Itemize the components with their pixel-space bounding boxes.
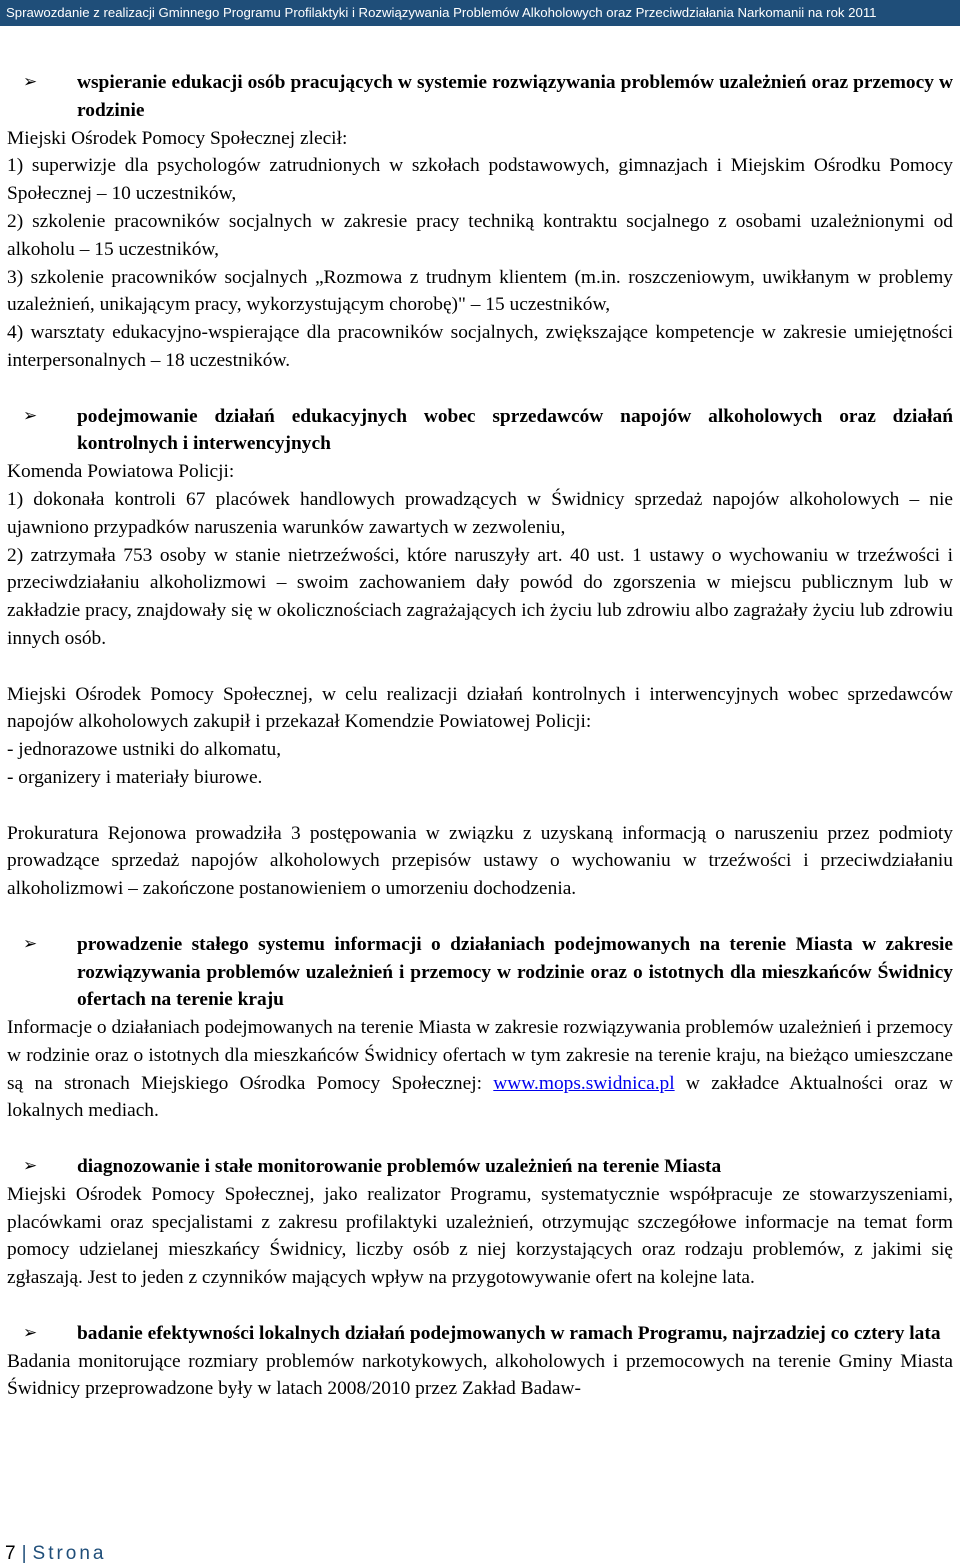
document-body (7, 69, 953, 1431)
body-line: 1) dokonała kontroli 67 placówek handlowych prowadzących w Świdnicy sprzedaż napojów alkoholowych – nie ujawniono przypadków naruszenia warunków zawartych w zezwoleniu, (7, 488, 953, 538)
body-line: 4) warsztaty edukacyjno-wspierające dla pracowników socjalnych, zwiększające kompetencje w zakresie umiejętności interpersonalnych – 18 uczestników. (7, 322, 953, 371)
page-footer (5, 1542, 107, 1566)
document-header (0, 0, 960, 26)
spacer (7, 653, 953, 681)
body-line: 2) zatrzymała 753 osoby w stanie nietrzeźwości, które naruszyły art. 40 ust. 1 ustawy o wychowaniu w trzeźwości i przeciwdziałaniu alkoholizmowi – swoim zachowaniem dały powód do zgorszenia w miejscu publicznym lub w zakładzie pracy, znajdowały się w okolicznościach zagrażających ich życiu lub zdrowiu albo zagrażały życiu lub zdrowiu innych osób. (7, 544, 953, 649)
body-line: Badania monitorujące rozmiary problemów narkotykowych, alkoholowych i przemocowych na terenie Gminy Miasta Świdnicy przeprowadzone były w latach 2008/2010 przez Zakład Badaw- (7, 1350, 953, 1400)
body-line: 1) superwizje dla psychologów zatrudnionych w szkołach podstawowych, gimnazjach i Miejskim Ośrodku Pomocy Społecznej – 10 uczestników, (7, 155, 953, 205)
section-heading: ➢ prowadzenie stałego systemu informacji o działaniach podejmowanych na terenie Miasta w zakresie rozwiązywania problemów uzależnień i przemocy w rodzinie oraz o istotnych dla mieszkańców Świdnicy ofertach na terenie kraju (7, 931, 953, 1014)
arrow-bullet-icon: ➢ (23, 1156, 38, 1177)
section-heading: ➢ wspieranie edukacji osób pracujących w systemie rozwiązywania problemów uzależnień oraz przemocy w rodzinie (7, 69, 953, 125)
arrow-bullet-icon: ➢ (23, 72, 38, 92)
body-line: Miejski Ośrodek Pomocy Społecznej, w celu realizacji działań kontrolnych i interwencyjnych wobec sprzedawców napojów alkoholowych zakupił i przekazał Komendzie Powiatowej Policji: (7, 683, 953, 733)
header-title: Sprawozdanie z realizacji Gminnego Programu Profilaktyki i Rozwiązywania Problemów Alkoholowych oraz Przeciwdziałania Narkomanii na rok 2011 (6, 5, 877, 20)
body-line: Prokuratura Rejonowa prowadziła 3 postępowania w związku z uzyskaną informacją o naruszeniu przez podmioty prowadzące sprzedaż napojów alkoholowych przepisów ustawy o wychowaniu w trzeźwości i przeciwdziałaniu alkoholizmowi – zakończone postanowieniem o umorzeniu dochodzenia. (7, 822, 953, 900)
page-number: 7 (5, 1543, 16, 1564)
body-line: Miejski Ośrodek Pomocy Społecznej, jako realizator Programu, systematycznie współpracuje ze stowarzyszeniami, placówkami oraz specjalistami z zakresu profilaktyki uzależnień, otrzymując szczegółowe informacje na temat form pomocy udzielanej mieszkańcy Świdnicy, liczby osób z niej korzystających oraz rodzaju problemów, z jakimi się zgłaszają. Jest to jeden z czynników mających wpływ na przygotowywanie ofert na kolejne lata. (7, 1183, 953, 1289)
page-label: Strona (32, 1543, 107, 1564)
footer-separator: | (21, 1543, 27, 1564)
section-efficiency-study (7, 1320, 953, 1403)
body-line: 2) szkolenie pracowników socjalnych w zakresie pracy techniką kontraktu socjalnego z osobami uzależnionymi od alkoholu – 15 uczestników, (7, 210, 953, 260)
body-line: Komenda Powiatowa Policji: (7, 461, 235, 483)
section-heading: ➢ badanie efektywności lokalnych działań podejmowanych w ramach Programu, najrzadziej co cztery lata (7, 1320, 953, 1348)
body-line: 3) szkolenie pracowników socjalnych „Rozmowa z trudnym klientem (m.in. roszczeniowym, uwikłanym w problemy uzależnień, unikającym pracy, wykorzystującym chorobę)" – 15 uczestników, (7, 266, 953, 316)
section-sellers-control (7, 403, 953, 903)
mops-website-link[interactable]: www.mops.swidnica.pl (493, 1072, 675, 1094)
body-line: Informacje o działaniach podejmowanych na terenie Miasta w zakresie rozwiązywania problemów uzależnień i przemocy w rodzinie oraz o istotnych dla mieszkańców Świdnicy ofertach w tym zakresie na terenie kraju, na bieżąco umieszczane są na stronach Miejskiego Ośrodka Pomocy Społecznej: www.mops.swidnica.pl w zakładce Aktualności oraz w lokalnych mediach. (7, 1017, 953, 1122)
arrow-bullet-icon: ➢ (23, 405, 38, 426)
section-education-workers (7, 69, 953, 375)
arrow-bullet-icon: ➢ (23, 933, 38, 954)
section-diagnosis-monitoring (7, 1153, 953, 1292)
body-line: - jednorazowe ustniki do alkomatu, (7, 739, 282, 761)
section-heading: ➢ diagnozowanie i stałe monitorowanie problemów uzależnień na terenie Miasta (7, 1153, 953, 1181)
arrow-bullet-icon: ➢ (23, 1322, 38, 1343)
spacer (7, 792, 953, 820)
section-information-system (7, 931, 953, 1126)
body-line: Miejski Ośrodek Pomocy Społecznej zlecił: (7, 127, 348, 149)
section-heading: ➢ podejmowanie działań edukacyjnych wobec sprzedawców napojów alkoholowych oraz działań kontrolnych i interwencyjnych (7, 403, 953, 459)
body-line: - organizery i materiały biurowe. (7, 766, 263, 788)
